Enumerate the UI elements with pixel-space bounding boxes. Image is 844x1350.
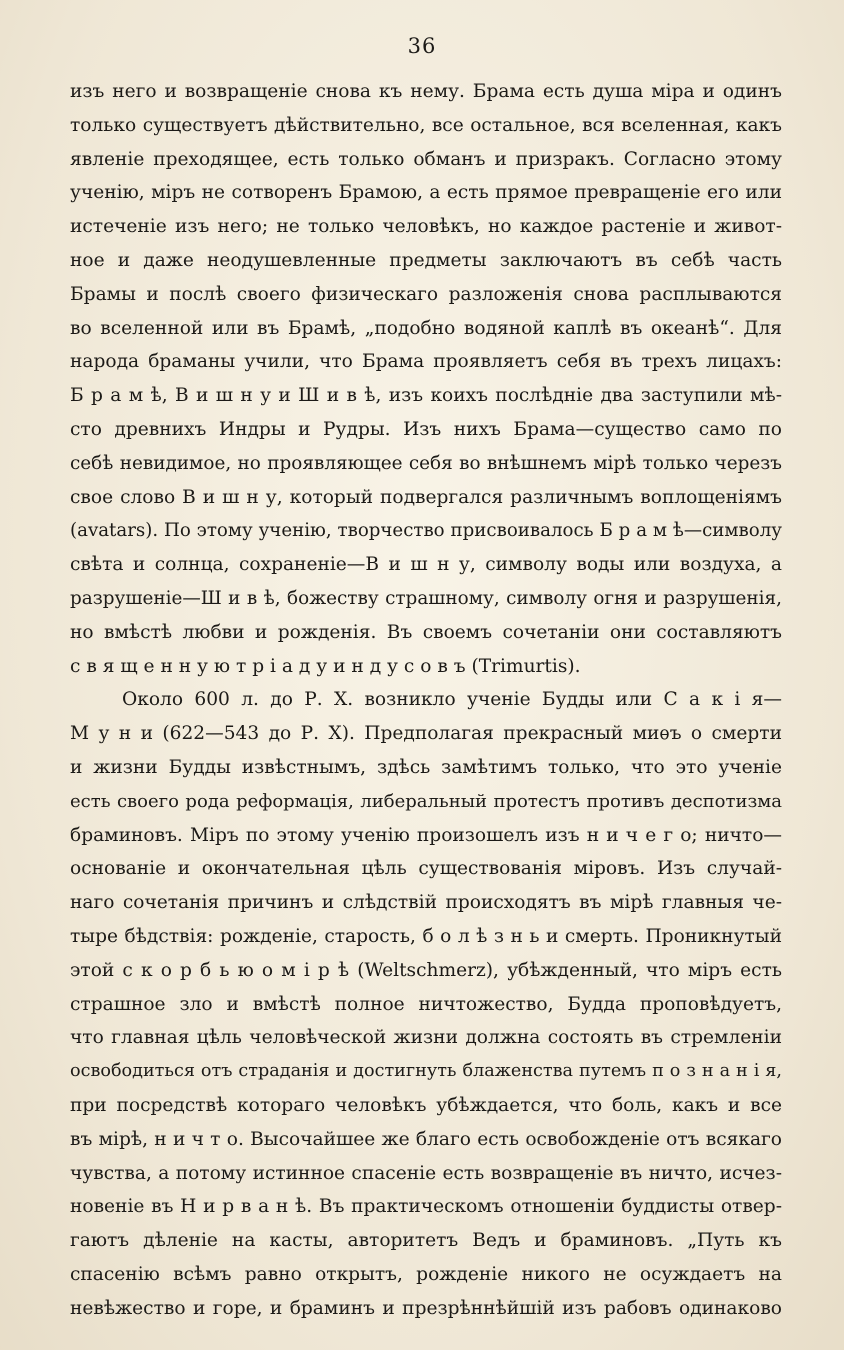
text-line: свѣта и солнца, сохраненіе—В и ш н у, символу воды или воздуха, а bbox=[70, 554, 782, 576]
text-line: истеченіе изъ него; не только человѣкъ, но каждое растеніе и живот- bbox=[70, 216, 782, 238]
text-line: новеніе въ Н и р в а н ѣ. Въ практическомъ отношеніи буддисты отвер- bbox=[70, 1196, 782, 1218]
text-line: во вселенной или въ Брамѣ, „подобно водяной каплѣ въ океанѣ“. Для bbox=[70, 317, 782, 339]
text-line: страшное зло и вмѣстѣ полное ничтожество, Будда проповѣдуетъ, bbox=[70, 993, 782, 1015]
text-line: этой с к о р б ь ю о м і р ѣ (Weltschmerz), убѣжденный, что міръ есть bbox=[70, 959, 782, 981]
text-line: народа браманы учили, что Брама проявляетъ себя въ трехъ лицахъ: bbox=[70, 351, 782, 373]
text-line: наго сочетанія причинъ и слѣдствій происходятъ въ мірѣ главныя че- bbox=[70, 892, 782, 914]
text-line: себѣ невидимое, но проявляющее себя во внѣшнемъ мірѣ только черезъ bbox=[70, 452, 782, 474]
text-line: невѣжество и горе, и браминъ и презрѣннѣйшій изъ рабовъ одинаково bbox=[70, 1297, 782, 1319]
text-line: свое слово В и ш н у, который подвергался различнымъ воплощеніямъ bbox=[70, 486, 782, 508]
text-line: браминовъ. Міръ по этому ученію произошелъ изъ н и ч е г о; ничто— bbox=[70, 824, 782, 846]
text-line: ученію, міръ не сотворенъ Брамою, а есть прямое превращеніе его или bbox=[70, 182, 782, 204]
text-line: сто древнихъ Индры и Рудры. Изъ нихъ Брама—существо само по bbox=[70, 418, 782, 440]
text-line: с в я щ е н н у ю т р і а д у и н д у с о в ъ (Trimurtis). bbox=[70, 655, 581, 677]
text-line: при посредствѣ котораго человѣкъ убѣждается, что боль, какъ и все bbox=[70, 1094, 782, 1116]
page-number: 36 bbox=[407, 34, 437, 58]
text-line: тыре бѣдствія: рожденіе, старость, б о л ѣ з н ь и смерть. Проникнутый bbox=[70, 925, 782, 947]
text-line: есть своего рода реформація, либеральный протестъ противъ деспотизма bbox=[70, 790, 782, 812]
text-line: Около 600 л. до Р. Х. возникло ученіе Будды или С а к і я— bbox=[122, 689, 782, 711]
text-line: въ мірѣ, н и ч т о. Высочайшее же благо есть освобожденіе отъ всякаго bbox=[70, 1128, 782, 1150]
text-line: Б р а м ѣ, В и ш н у и Ш и в ѣ, изъ коихъ послѣдніе два заступили мѣ- bbox=[70, 385, 782, 407]
text-line: явленіе преходящее, есть только обманъ и призракъ. Согласно этому bbox=[70, 148, 782, 170]
text-line: спасенію всѣмъ равно открытъ, рожденіе никого не осуждаетъ на bbox=[70, 1263, 782, 1285]
text-line: Брамы и послѣ своего физическаго разложенія снова расплываются bbox=[70, 283, 782, 305]
text-line: гаютъ дѣленіе на касты, авторитетъ Ведъ и браминовъ. „Путь къ bbox=[70, 1230, 782, 1252]
text-line: чувства, а потому истинное спасеніе есть возвращеніе въ ничто, исчез- bbox=[70, 1162, 782, 1184]
text-line: (avatars). По этому ученію, творчество присвоивалось Б р а м ѣ—символу bbox=[70, 520, 782, 542]
text-line: но вмѣстѣ любви и рожденія. Въ своемъ сочетаніи они составляютъ bbox=[70, 621, 782, 643]
text-line: разрушеніе—Ш и в ѣ, божеству страшному, символу огня и разрушенія, bbox=[70, 587, 782, 609]
text-line: основаніе и окончательная цѣль существованія міровъ. Изъ случай- bbox=[70, 858, 782, 880]
text-line: М у н и (622—543 до Р. Х). Предполагая прекрасный миѳъ о смерти bbox=[70, 723, 782, 745]
text-line: освободиться отъ страданія и достигнуть блаженства путемъ п о з н а н і я, bbox=[70, 1061, 782, 1082]
text-line: и жизни Будды извѣстнымъ, здѣсь замѣтимъ только, что это ученіе bbox=[70, 756, 782, 778]
text-line: что главная цѣль человѣческой жизни должна состоять въ стремленіи bbox=[70, 1027, 782, 1049]
body-text bbox=[70, 75, 782, 1325]
text-line: изъ него и возвращеніе снова къ нему. Брама есть душа міра и одинъ bbox=[70, 81, 782, 102]
text-line: ное и даже неодушевленные предметы заключаютъ въ себѣ часть bbox=[70, 249, 782, 271]
text-line: только существуетъ дѣйствительно, все остальное, вся вселенная, какъ bbox=[70, 114, 782, 136]
